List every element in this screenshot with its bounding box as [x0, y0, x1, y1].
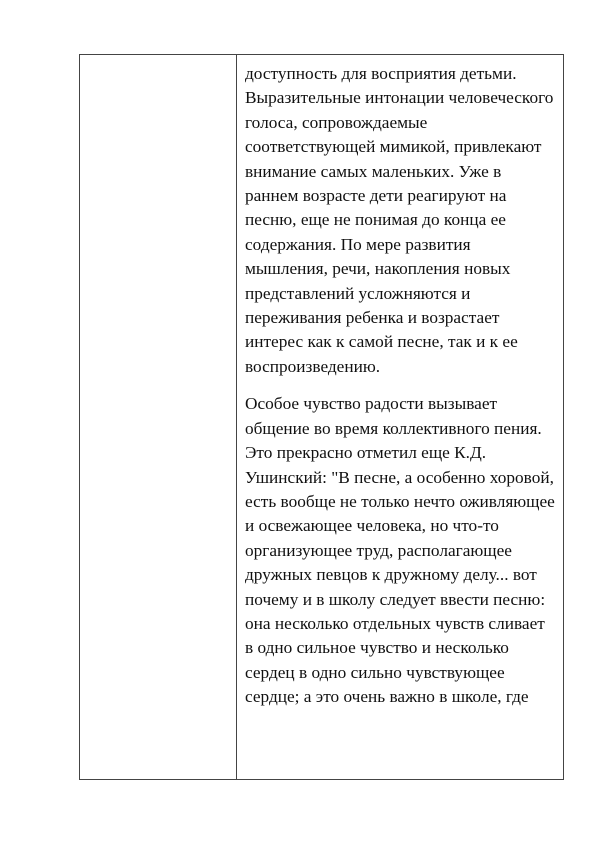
paragraph-1: доступность для восприятия детьми. Выразительные интонации человеческого голоса, сопровождаемые соответствующей мимикой, привлекают внимание самых маленьких. Уже в раннем возрасте дети реагируют на песню, еще не понимая до конца ее содержания. По мере развития мышления, речи, накопления новых представлений усложняются и переживания ребенка и возрастает интерес как к самой песне, так и к ее воспроизведению. [245, 64, 554, 376]
cell-text-block [237, 55, 563, 710]
content-table [79, 54, 564, 780]
text-cell [237, 55, 564, 780]
table-row [80, 55, 564, 780]
paragraph-2: Особое чувство радости вызывает общение во время коллективного пения. Это прекрасно отметил еще К.Д. Ушинский: "В песне, а особенно хоровой, есть вообще не только нечто оживляющее и освежающее человека, но что-то организующее труд, располагающее дружных певцов к дружному делу... вот почему и в школу следует ввести песню: она несколько отдельных чувств сливает в одно сильное чувство и несколько сердец в одно сильно чувствующее сердце; а это очень важно в школе, где [245, 394, 555, 707]
left-empty-cell [80, 55, 237, 780]
